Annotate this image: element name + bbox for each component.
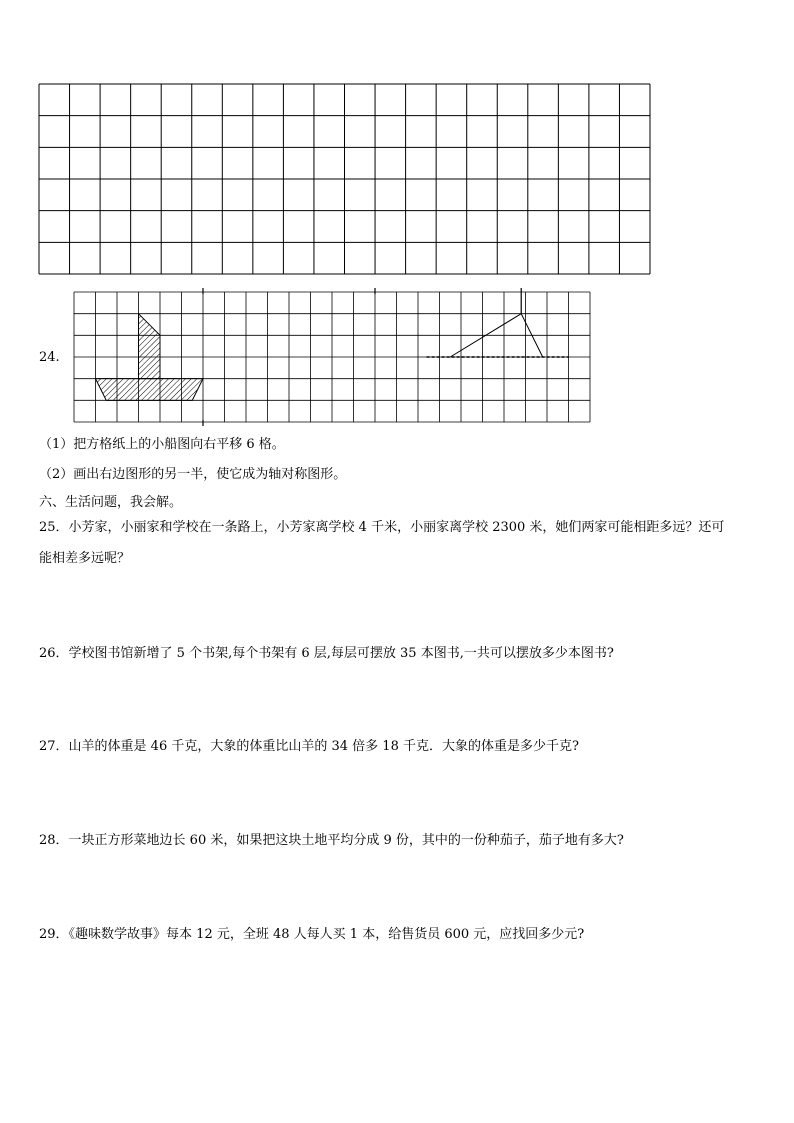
question-28 xyxy=(39,832,624,850)
question-25 xyxy=(39,519,724,537)
section-6-title: 六、生活问题，我会解。 xyxy=(39,495,183,510)
q24-part2: （2）画出右边图形的另一半，使它成为轴对称图形。 xyxy=(39,467,347,482)
question-29-number: 29． xyxy=(39,927,69,942)
question-25-number: 25． xyxy=(39,520,69,535)
question-24-number: 24. xyxy=(39,350,60,365)
grid-lines xyxy=(39,84,650,274)
boat-sail xyxy=(139,314,161,379)
question-28-text: 一块正方形菜地边长 60 米，如果把这块土地平均分成 9 份，其中的一份种茄子，茄子地有多大? xyxy=(68,833,624,848)
question-25-line2: 能相差多远呢？ xyxy=(39,551,131,566)
question-26-number: 26． xyxy=(39,646,69,661)
question-27 xyxy=(39,738,579,756)
q24-part1: （1）把方格纸上的小船图向右平移 6 格。 xyxy=(39,437,285,452)
question-27-number: 27． xyxy=(39,739,69,754)
question-25-text: 小芳家，小丽家和学校在一条路上，小芳家离学校 4 千米，小丽家离学校 2300 米，她们两家可能相距多远？还可 xyxy=(68,520,725,535)
question-26-text: 学校图书馆新增了 5 个书架,每个书架有 6 层,每层可摆放 35 本图书,一共可以摆放多少本图书? xyxy=(68,646,614,661)
boat-hull xyxy=(96,379,204,401)
question-27-text: 山羊的体重是 46 千克，大象的体重比山羊的 34 倍多 18 千克．大象的体重是多少千克? xyxy=(68,739,579,754)
question-29 xyxy=(39,926,584,944)
question-29-text: 《趣味数学故事》每本 12 元，全班 48 人每人买 1 本，给售货员 600 元，应找回多少元? xyxy=(68,927,585,942)
top-grid xyxy=(39,84,651,276)
question-26 xyxy=(39,645,614,663)
question-28-number: 28． xyxy=(39,833,69,848)
q24-grid xyxy=(74,292,592,424)
